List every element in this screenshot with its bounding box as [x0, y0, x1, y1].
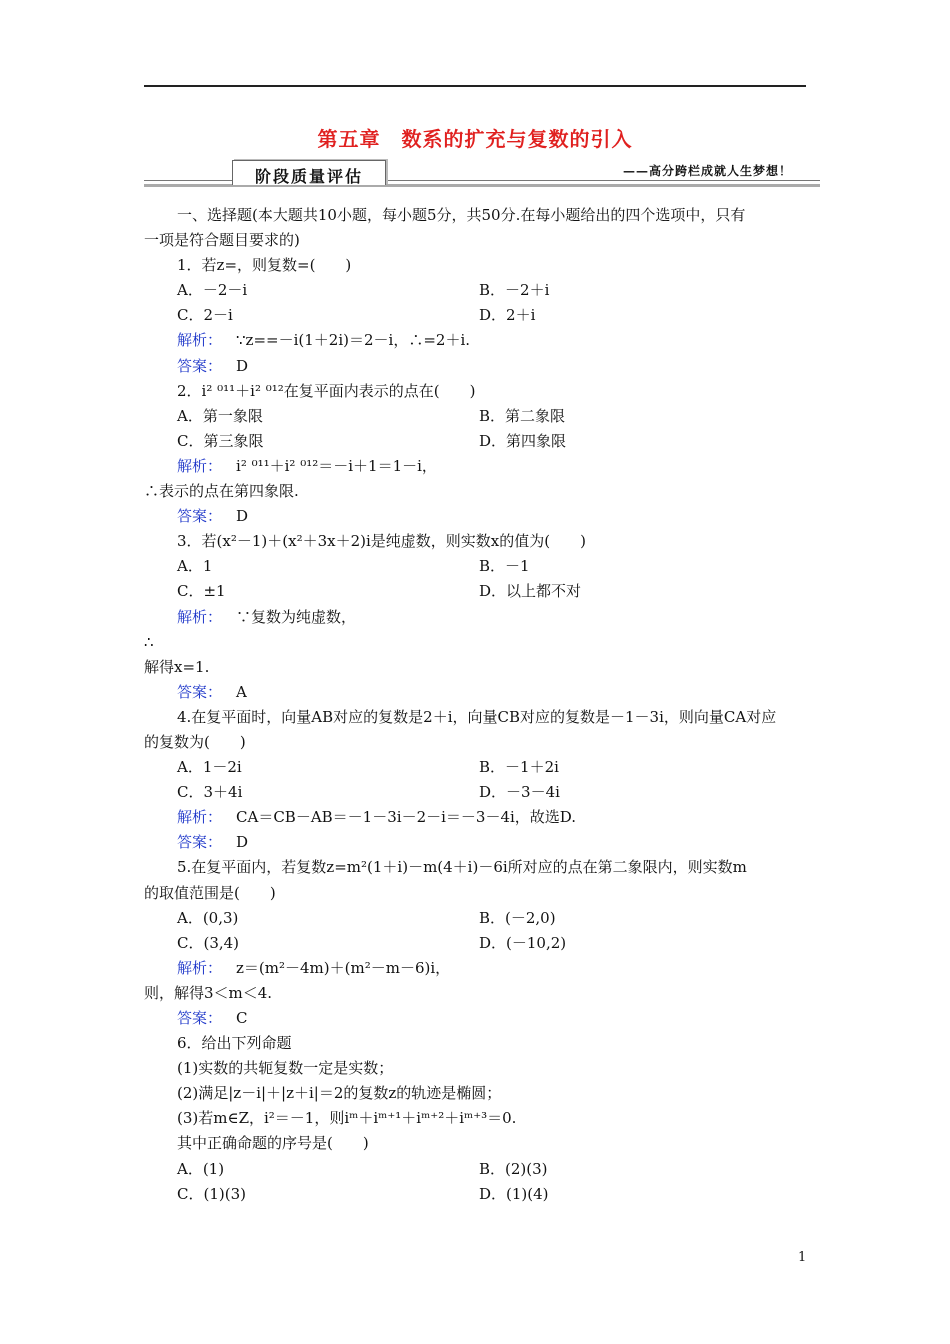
solution-line — [144, 630, 806, 655]
question-stem: 4.在复平面时，向量AB对应的复数是2＋i，向量CB对应的复数是－1－3i，则向量CA对应 — [177, 707, 777, 726]
option-choice: A．1 — [177, 557, 213, 576]
question-stem: 5.在复平面内，若复数z=m²(1＋i)－m(4＋i)－6i所对应的点在第二象限内，则实数m — [177, 858, 747, 877]
motto-text: ——高分跨栏成就人生梦想！ — [622, 164, 792, 178]
solution-text: 则，解得3＜m＜4. — [144, 983, 273, 1002]
option-row — [144, 755, 806, 780]
solution-line — [144, 981, 806, 1006]
option-choice: D．2＋i — [479, 306, 536, 325]
solution-label: 解析： — [177, 331, 223, 350]
solution-line — [144, 454, 806, 479]
option-row — [144, 579, 806, 604]
question-stem: 的复数为( ) — [144, 732, 246, 751]
intro-line: 一、选择题(本大题共10小题，每小题5分，共50分.在每小题给出的四个选项中，只有 — [177, 206, 746, 224]
answer-line — [144, 1006, 806, 1031]
option-row — [144, 906, 806, 931]
answer-value: D — [236, 833, 249, 852]
answer-label: 答案： — [177, 1009, 223, 1027]
option-choice: B．－2＋i — [479, 281, 550, 300]
solution-line — [144, 805, 806, 830]
question-stem: (1)实数的共轭复数一定是实数； — [177, 1059, 394, 1078]
question-stem: 的取值范围是( ) — [144, 883, 276, 902]
answer-label: 答案： — [177, 507, 223, 526]
solution-text: z＝(m²－4m)＋(m²－m－6)i， — [236, 958, 451, 977]
chapter-title: 第五章 数系的扩充与复数的引入 — [317, 127, 633, 151]
section-label-box — [232, 160, 386, 185]
intro-line: 一项是符合题目要求的) — [144, 231, 300, 250]
option-row — [144, 278, 806, 303]
answer-value: D — [236, 507, 249, 526]
solution-line — [144, 956, 806, 981]
option-choice: C．±1 — [177, 582, 226, 601]
question-stem: 6．给出下列命题 — [177, 1034, 292, 1053]
option-choice: D．(1)(4) — [479, 1184, 549, 1203]
option-choice: C．2－i — [177, 306, 233, 325]
option-choice: D．－3－4i — [479, 783, 560, 802]
answer-label: 答案： — [177, 356, 223, 375]
option-choice: D．以上都不对 — [479, 582, 582, 601]
answer-value: D — [236, 356, 249, 375]
answer-line — [144, 354, 806, 379]
answer-line — [144, 830, 806, 855]
solution-label: 解析： — [177, 607, 223, 626]
header-rule — [144, 85, 806, 87]
solution-text: ∴表示的点在第四象限. — [144, 482, 299, 501]
option-choice: B．(2)(3) — [479, 1159, 548, 1178]
solution-text: 解得x=1. — [144, 657, 210, 676]
question-stem: 1．若z=，则复数=( ) — [177, 256, 352, 275]
option-row — [144, 429, 806, 454]
option-choice: A．1－2i — [177, 758, 242, 777]
option-choice: B．(－2,0) — [479, 908, 556, 927]
solution-line — [144, 328, 806, 353]
answer-line — [144, 504, 806, 529]
option-choice: A．(0,3) — [177, 908, 239, 927]
option-row — [144, 1182, 806, 1207]
solution-text: ∵复数为纯虚数， — [236, 607, 357, 626]
solution-text: ∵z==－i(1＋2i)＝2－i，∴=2＋i. — [236, 331, 471, 350]
option-choice: C．(3,4) — [177, 933, 240, 952]
question-stem: 3．若(x²－1)＋(x²＋3x＋2)i是纯虚数，则实数x的值为( ) — [177, 532, 586, 551]
option-choice: A．－2－i — [177, 281, 248, 300]
solution-line — [144, 655, 806, 680]
question-stem: 其中正确命题的序号是( ) — [177, 1134, 369, 1153]
answer-label: 答案： — [177, 682, 223, 701]
solution-text: ∴ — [144, 632, 154, 651]
solution-text: CA＝CB－AB＝－1－3i－2－i＝－3－4i，故选D. — [236, 808, 577, 827]
answer-label: 答案： — [177, 833, 223, 852]
option-row — [144, 554, 806, 579]
solution-line — [144, 605, 806, 630]
solution-label: 解析： — [177, 456, 223, 475]
option-row — [144, 1157, 806, 1182]
option-choice: B．－1＋2i — [479, 758, 559, 777]
solution-text: i² ⁰¹¹＋i² ⁰¹²＝－i＋1＝1－i， — [236, 456, 437, 475]
option-choice: B．第二象限 — [479, 406, 566, 425]
solution-line — [144, 479, 806, 504]
option-choice: C．3＋4i — [177, 783, 243, 802]
page-number: 1 — [798, 1250, 807, 1265]
option-choice: D．第四象限 — [479, 431, 567, 450]
section-band — [144, 160, 820, 188]
option-row — [144, 931, 806, 956]
option-row — [144, 780, 806, 805]
option-choice: A．第一象限 — [177, 406, 263, 425]
option-row — [144, 303, 806, 328]
option-row — [144, 404, 806, 429]
question-stem: (2)满足|z－i|＋|z＋i|＝2的复数z的轨迹是椭圆； — [177, 1084, 502, 1103]
option-choice: C．(1)(3) — [177, 1184, 246, 1203]
option-choice: D．(－10,2) — [479, 933, 567, 952]
option-choice: A．(1) — [177, 1159, 225, 1178]
option-choice: C．第三象限 — [177, 431, 264, 450]
section-label: 阶段质量评估 — [254, 167, 363, 186]
question-stem: 2．i² ⁰¹¹＋i² ⁰¹²在复平面内表示的点在( ) — [177, 381, 476, 400]
solution-label: 解析： — [177, 958, 223, 977]
solution-label: 解析： — [177, 808, 223, 827]
option-choice: B．－1 — [479, 557, 530, 576]
answer-line — [144, 680, 806, 705]
answer-value: A — [236, 682, 247, 701]
question-stem: (3)若m∈Z，i²＝－1，则iᵐ＋iᵐ⁺¹＋iᵐ⁺²＋iᵐ⁺³＝0. — [177, 1109, 517, 1128]
exercise-content — [144, 203, 806, 1207]
answer-value: C — [236, 1009, 248, 1027]
